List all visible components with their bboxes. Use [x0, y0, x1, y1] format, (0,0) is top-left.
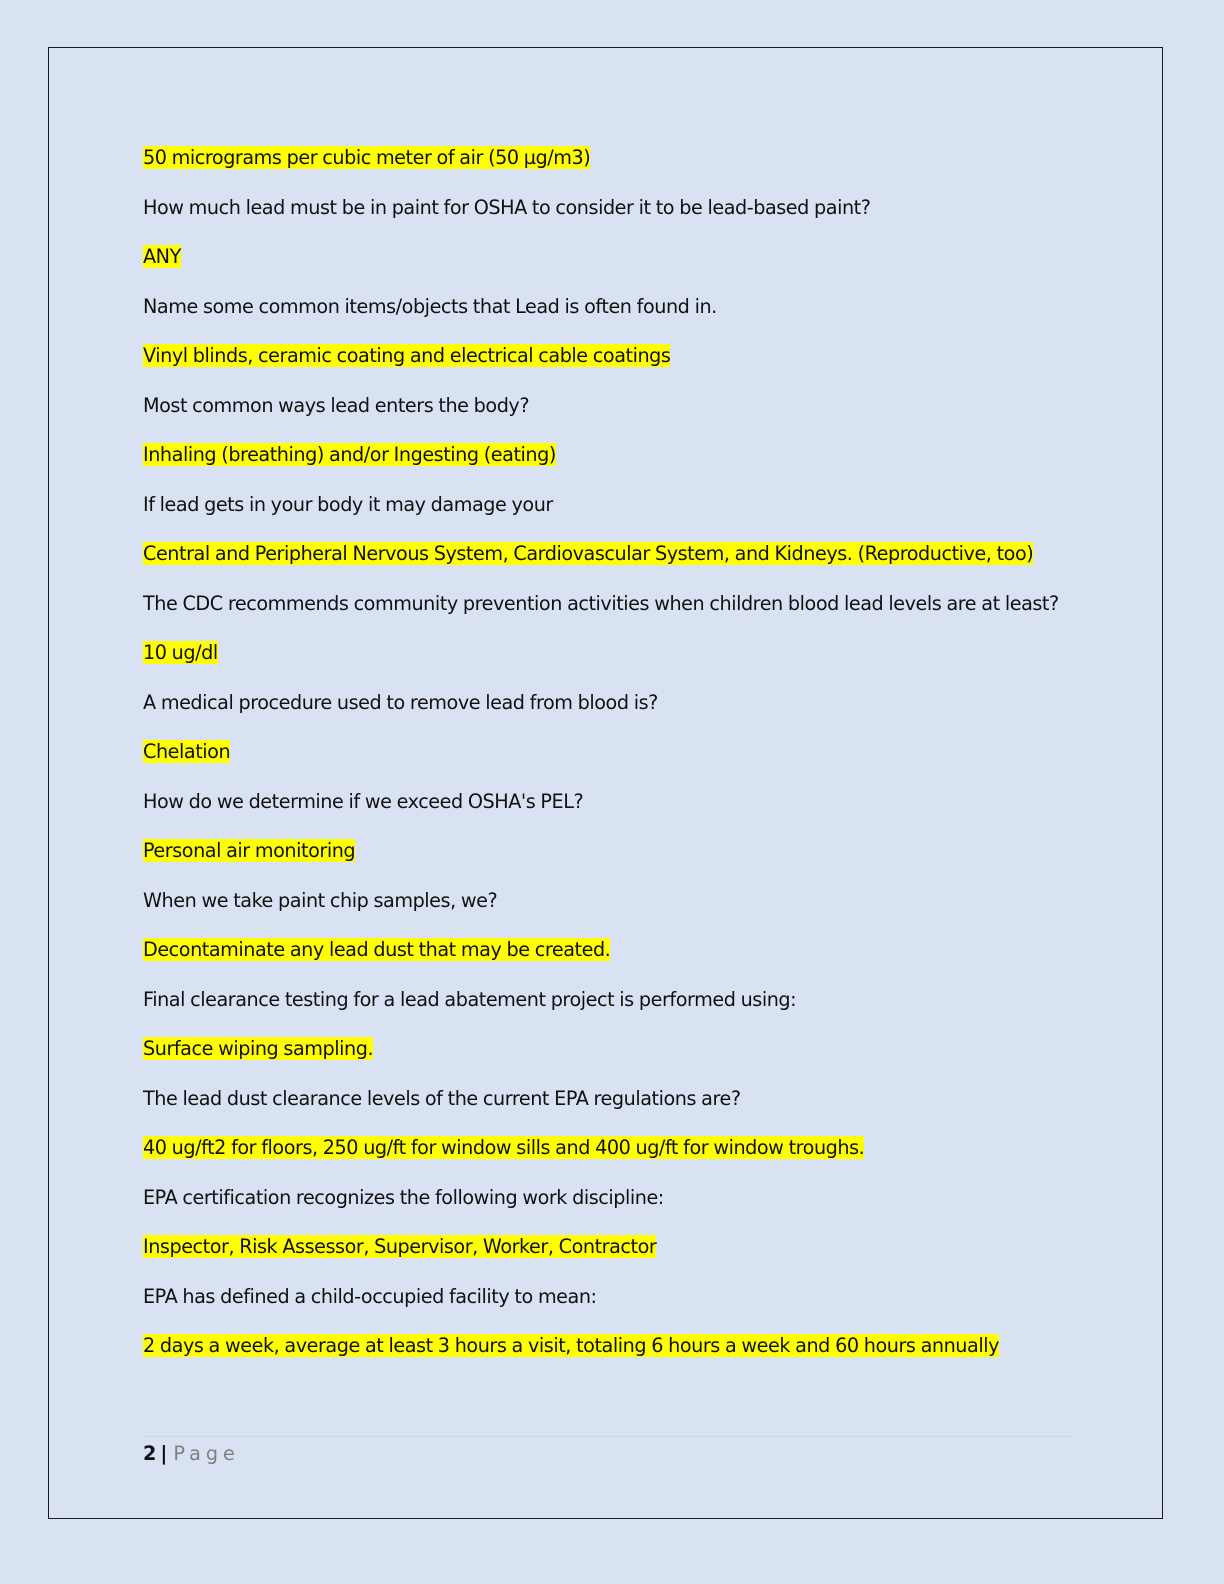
question-text: Final clearance testing for a lead abatement project is performed using:	[143, 987, 797, 1011]
answer-text: Personal air monitoring	[143, 839, 356, 862]
question-text: Most common ways lead enters the body?	[143, 393, 530, 417]
answer-text: 2 days a week, average at least 3 hours a visit, totaling 6 hours a week and 60 hours annually	[143, 1334, 999, 1357]
page-number: 2	[143, 1442, 157, 1465]
footer-separator: |	[160, 1442, 168, 1465]
question-text: The lead dust clearance levels of the current EPA regulations are?	[143, 1086, 741, 1110]
footer-divider	[143, 1436, 1073, 1437]
answer-text: Chelation	[143, 740, 231, 763]
answer-text: Inhaling (breathing) and/or Ingesting (eating)	[143, 443, 556, 466]
question-text: If lead gets in your body it may damage your	[143, 492, 553, 516]
question-text: EPA certification recognizes the following work discipline:	[143, 1185, 664, 1209]
answer-text: Vinyl blinds, ceramic coating and electrical cable coatings	[143, 344, 671, 367]
page-footer	[143, 1439, 240, 1469]
page-label: Page	[173, 1442, 240, 1465]
answer-text: Central and Peripheral Nervous System, Cardiovascular System, and Kidneys. (Reproductive, too)	[143, 542, 1034, 565]
answer-text: ANY	[143, 245, 181, 268]
question-text: Name some common items/objects that Lead is often found in.	[143, 294, 717, 318]
answer-text: Inspector, Risk Assessor, Supervisor, Worker, Contractor	[143, 1235, 657, 1258]
answer-text: Decontaminate any lead dust that may be created.	[143, 938, 611, 961]
question-text: How do we determine if we exceed OSHA's PEL?	[143, 789, 584, 813]
qa-list	[143, 141, 1078, 1379]
question-text: EPA has defined a child-occupied facility to mean:	[143, 1284, 597, 1308]
question-text: The CDC recommends community prevention activities when children blood lead levels are at least?	[143, 591, 1059, 615]
answer-text: 40 ug/ft2 for floors, 250 ug/ft for window sills and 400 ug/ft for window troughs.	[143, 1136, 865, 1159]
answer-text: 10 ug/dl	[143, 641, 218, 664]
answer-text: 50 micrograms per cubic meter of air (50 µg/m3)	[143, 146, 591, 169]
question-text: How much lead must be in paint for OSHA to consider it to be lead-based paint?	[143, 195, 871, 219]
question-text: When we take paint chip samples, we?	[143, 888, 498, 912]
answer-text: Surface wiping sampling.	[143, 1037, 374, 1060]
question-text: A medical procedure used to remove lead from blood is?	[143, 690, 658, 714]
